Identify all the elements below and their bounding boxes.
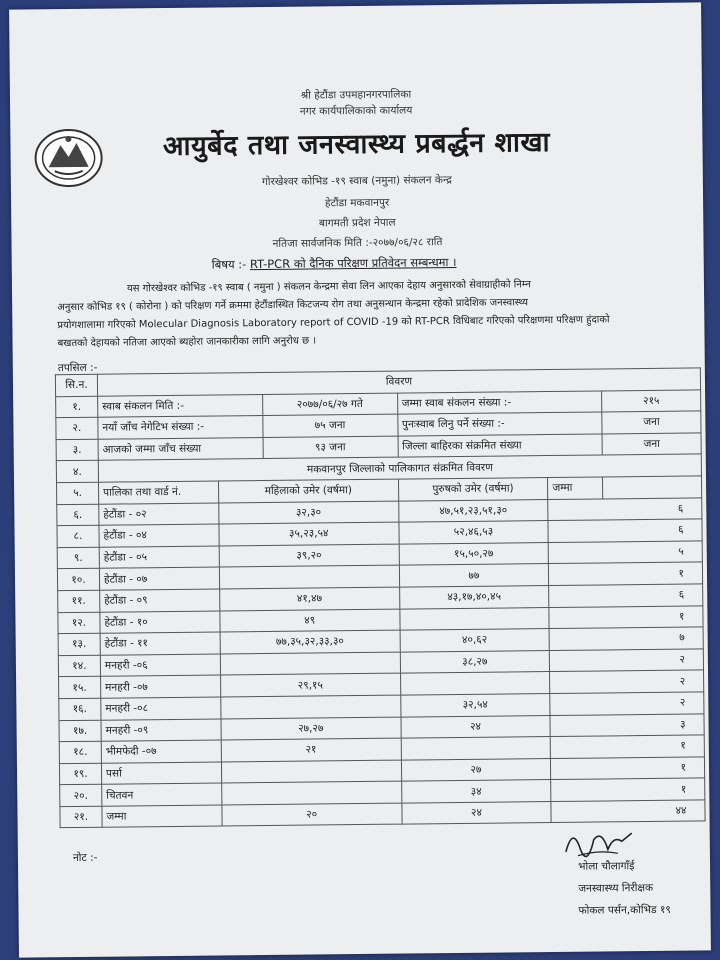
row-total: ६ bbox=[548, 497, 702, 520]
subject-text: RT-PCR को दैनिक परिक्षण प्रतिवेदन सम्बन्धमा । bbox=[249, 254, 457, 272]
signatory-role: फोकल पर्सन,कोभिड १९ bbox=[578, 903, 671, 917]
row-total: ५ bbox=[548, 541, 702, 564]
row-ward: हेटौंडा - ११ bbox=[100, 632, 220, 655]
row-ward: हेटौंडा - ०९ bbox=[100, 589, 220, 612]
signatory-designation: जनस्वास्थ्य निरीक्षक bbox=[578, 881, 654, 895]
row-sn: २१. bbox=[60, 806, 102, 828]
row-female-ages: २० bbox=[222, 803, 402, 826]
row-male-ages: ४३,१७,४०,४५ bbox=[399, 585, 549, 608]
results-table bbox=[55, 367, 706, 828]
body-line-3: प्रयोगशालामा गरिएको Molecular Diagnosis Laboratory report of COVID -19 को RT-PCR विधिबाट गरिएको परिक्षणमा परिक्षण हुंदाको bbox=[57, 314, 610, 332]
row-sn: १८. bbox=[59, 741, 101, 763]
row-male-ages: ५२,४६,५३ bbox=[398, 521, 548, 544]
row-ward: मनहरी -०९ bbox=[101, 718, 221, 741]
row-total: २ bbox=[550, 649, 704, 672]
office-name: नगर कार्यपालिकाको कार्यालय bbox=[299, 104, 413, 118]
row-male-ages: २७ bbox=[401, 758, 551, 781]
row-male-ages bbox=[399, 607, 549, 630]
row-ward: मनहरी -०८ bbox=[101, 697, 221, 720]
publish-date: नतिजा सार्वजनिक मिति :-२०७७/०६/२८ राति bbox=[272, 236, 443, 250]
col-desc: विवरण bbox=[97, 368, 700, 396]
row-sn: ११. bbox=[58, 590, 100, 612]
summary-row: १. स्वाब संकलन मिति :- २०७७/०६/२७ गते जम्मा स्वाब संकलन संख्या :- २१५ bbox=[56, 390, 701, 418]
city-name: हेटौंडा मकवानपुर bbox=[324, 196, 390, 210]
row-male-ages: ३४ bbox=[401, 780, 551, 803]
row-sn: १९. bbox=[59, 763, 101, 785]
row-female-ages: ३९,२० bbox=[219, 544, 399, 567]
row-total: ३ bbox=[550, 713, 704, 736]
row-sn: २०. bbox=[60, 785, 102, 807]
row-ward: हेटौंडा - ०७ bbox=[99, 567, 219, 590]
row-female-ages: २७,२७ bbox=[221, 717, 401, 740]
row-total: १ bbox=[551, 735, 705, 758]
row-male-ages: ७७ bbox=[399, 564, 549, 587]
row-ward: चितवन bbox=[102, 783, 222, 806]
body-line-4: बखतको देहायको नतिजा आएको ब्यहोरा जानकारीका लागि अनुरोध छ । bbox=[57, 335, 317, 350]
row-total: ६ bbox=[548, 519, 702, 542]
row-female-ages: ३५,२३,५४ bbox=[219, 522, 399, 545]
row-male-ages: ४७,५१,२३,५१,३० bbox=[398, 499, 548, 522]
row-sn: १४. bbox=[58, 655, 100, 677]
row-total: १ bbox=[549, 562, 703, 585]
row-total: १ bbox=[549, 605, 703, 628]
row-male-ages bbox=[400, 672, 550, 695]
row-total: २ bbox=[550, 670, 704, 693]
col-male: पुरुषको उमेर (वर्षमा) bbox=[398, 478, 548, 501]
row-total: २ bbox=[550, 692, 704, 715]
org-name: श्री हेटौंडा उपमहानगरपालिका bbox=[300, 88, 412, 102]
row-female-ages bbox=[221, 695, 401, 718]
row-ward: पर्सा bbox=[101, 762, 221, 785]
summary-row: ३. आजको जम्मा जाँच संख्या ९३ जना जिल्ला बाहिरका संक्रमित संख्या जना bbox=[56, 433, 701, 461]
row-female-ages bbox=[222, 781, 402, 804]
col-total: जम्मा bbox=[548, 477, 603, 499]
row-total: १ bbox=[551, 778, 705, 801]
row-female-ages: २९,१५ bbox=[220, 673, 400, 696]
row-ward: हेटौंडा - ०२ bbox=[99, 503, 219, 526]
row-male-ages: ३२,५४ bbox=[400, 693, 550, 716]
section-row: ४. मकवानपुर जिल्लाको पालिकागत संक्रमित विवरण bbox=[56, 454, 701, 482]
row-ward: हेटौंडा - ०४ bbox=[99, 524, 219, 547]
row-male-ages: २४ bbox=[401, 801, 551, 824]
row-total: ६ bbox=[549, 584, 703, 607]
row-female-ages: ७७,३५,३२,३३,३० bbox=[220, 630, 400, 653]
row-female-ages: २१ bbox=[221, 738, 401, 761]
section-title: मकवानपुर जिल्लाको पालिकागत संक्रमित विवरण bbox=[98, 454, 701, 482]
row-female-ages: ३२,३० bbox=[219, 501, 399, 524]
row-total: ४४ bbox=[551, 800, 705, 823]
row-sn: १३. bbox=[58, 633, 100, 655]
row-ward: भीमफेदी -०७ bbox=[101, 740, 221, 763]
row-female-ages: ४९ bbox=[220, 609, 400, 632]
row-ward: मनहरी -०७ bbox=[100, 675, 220, 698]
row-sn: ८. bbox=[57, 525, 99, 547]
row-male-ages: १५,५०,२७ bbox=[399, 542, 549, 565]
summary-row: २. नयाँ जाँच नेगेटिभ संख्या :- ७५ जना पुनःस्वाब लिनु पर्ने संख्या :- जना bbox=[56, 411, 701, 439]
signature-icon bbox=[558, 821, 638, 862]
row-sn: ९. bbox=[57, 547, 99, 569]
province-name: बागमती प्रदेश नेपाल bbox=[318, 216, 396, 230]
note-label: नोट :- bbox=[72, 851, 98, 865]
col-sn: सि.न. bbox=[55, 374, 97, 396]
body-line-2: अनुसार कोभिड १९ ( कोरोना ) को परिक्षण गर्ने क्रममा हेटौंडास्थित किटजन्य रोग तथा अनुसन्धान केन्द्रमा रहेको प्रादेशिक जनस्वास्थ्य bbox=[57, 297, 529, 314]
col-ward: पालिका तथा वार्ड नं. bbox=[98, 481, 218, 504]
row-ward: हेटौंडा - १० bbox=[100, 611, 220, 634]
row-female-ages bbox=[220, 652, 400, 675]
row-sn: १०. bbox=[57, 569, 99, 591]
row-ward: मनहरी -०६ bbox=[100, 654, 220, 677]
document-page bbox=[9, 2, 711, 957]
body-line-1: यस गोरखेश्वर कोभिड -१९ स्वाब ( नमुना ) संकलन केन्द्रमा सेवा लिन आएका देहाय अनुसारको सेवाग्राहीको निम्न bbox=[126, 279, 531, 295]
row-total: ७ bbox=[549, 627, 703, 650]
row-female-ages bbox=[219, 565, 399, 588]
row-male-ages: ४०,६२ bbox=[400, 629, 550, 652]
row-sn: ६. bbox=[57, 504, 99, 526]
row-sn: १२. bbox=[58, 612, 100, 634]
center-name: गोरखेश्वर कोभिड -१९ स्वाब (नमुना) संकलन केन्द्र bbox=[261, 174, 452, 189]
row-sn: १७. bbox=[59, 720, 101, 742]
row-total: १ bbox=[551, 757, 705, 780]
subject-line bbox=[212, 255, 457, 273]
column-head-row: ५. पालिका तथा वार्ड नं. महिलाको उमेर (वर्षमा) पुरुषको उमेर (वर्षमा) जम्मा bbox=[57, 476, 702, 504]
signatory-name: भोला चौलागाँई bbox=[577, 860, 635, 873]
page-title: आयुर्बेद तथा जनस्वास्थ्य प्रबर्द्धन शाखा bbox=[162, 126, 551, 163]
row-ward: जम्मा bbox=[102, 805, 222, 828]
row-sn: १६. bbox=[59, 698, 101, 720]
row-male-ages bbox=[401, 737, 551, 760]
row-sn: १५. bbox=[59, 677, 101, 699]
row-female-ages bbox=[221, 760, 401, 783]
subject-label: बिषय :- bbox=[211, 257, 247, 272]
row-ward: हेटौंडा - ०५ bbox=[99, 546, 219, 569]
col-female: महिलाको उमेर (वर्षमा) bbox=[218, 479, 398, 502]
row-female-ages: ४१,४७ bbox=[219, 587, 399, 610]
row-male-ages: ३८,२७ bbox=[400, 650, 550, 673]
details-label: तपसिल :- bbox=[57, 361, 98, 375]
row-male-ages: २४ bbox=[401, 715, 551, 738]
